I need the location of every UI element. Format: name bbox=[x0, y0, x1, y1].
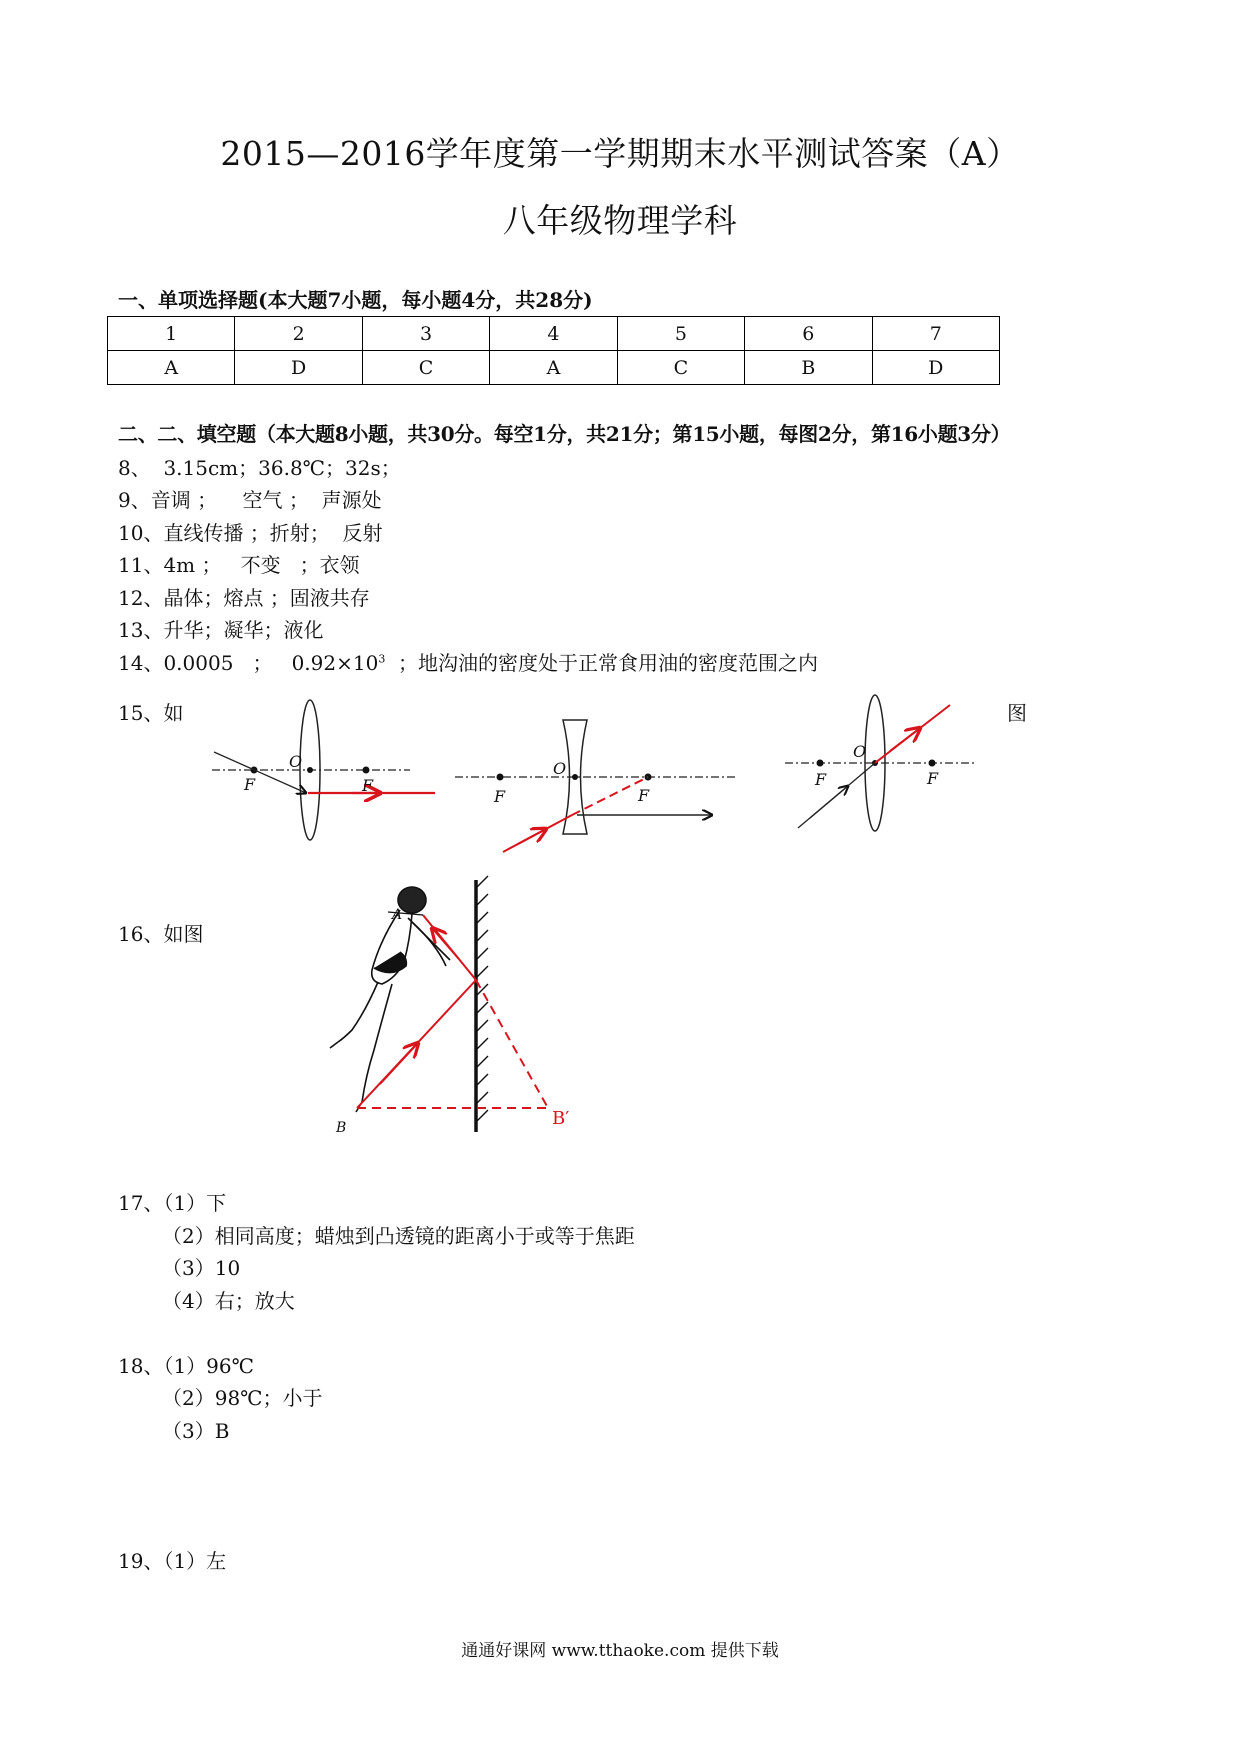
table-cell: C bbox=[617, 351, 744, 385]
answer-q14 bbox=[118, 647, 818, 676]
answer-q17-part2: （2）相同高度；蜡烛到凸透镜的距离小于或等于焦距 bbox=[162, 1224, 635, 1248]
convex-lens-diagram-2 bbox=[785, 695, 975, 831]
focus-label: F bbox=[927, 769, 939, 788]
answer-q9: 9、音调 ； 空气 ； 声源处 bbox=[118, 488, 382, 512]
q15-lens-diagrams bbox=[0, 690, 1240, 870]
focus-label: F bbox=[244, 775, 256, 794]
table-cell: 6 bbox=[745, 317, 872, 351]
image-b-label: B′ bbox=[552, 1108, 570, 1129]
q16-mirror-diagram bbox=[300, 870, 660, 1150]
answer-q15-label: 15、如 bbox=[118, 701, 184, 725]
focus-label: F bbox=[362, 776, 374, 795]
point-a-label: A bbox=[392, 907, 403, 923]
answer-q18-part1: 18、（1）96℃ bbox=[118, 1354, 254, 1378]
table-cell: 7 bbox=[872, 317, 999, 351]
page-title: 2015—2016学年度第一学期期末水平测试答案（A） bbox=[220, 134, 1020, 173]
page-footer: 通通好课网 www.tthaoke.com 提供下载 bbox=[461, 1641, 779, 1661]
table-cell: 2 bbox=[235, 317, 362, 351]
table-cell: 1 bbox=[108, 317, 235, 351]
answer-q18-part3: （3）B bbox=[162, 1419, 230, 1443]
table-cell: 3 bbox=[362, 317, 489, 351]
point-b-label: B bbox=[336, 1120, 347, 1136]
center-label: O bbox=[289, 752, 303, 771]
convex-lens-diagram-1 bbox=[212, 700, 435, 840]
table-cell: D bbox=[235, 351, 362, 385]
focus-label: F bbox=[638, 786, 650, 805]
center-label: O bbox=[553, 759, 567, 778]
mc-answer-table bbox=[107, 316, 1000, 385]
answer-q11: 11、4m ； 不变 ；衣领 bbox=[118, 553, 360, 577]
focus-label: F bbox=[815, 770, 827, 789]
answer-q8: 8、 3.15cm；36.8℃；32s； bbox=[118, 456, 401, 480]
concave-lens-diagram bbox=[455, 720, 735, 852]
table-row-numbers bbox=[108, 317, 1000, 351]
answer-q15-label-tail: 图 bbox=[1007, 701, 1027, 725]
answer-q17-part4: （4）右；放大 bbox=[162, 1289, 295, 1313]
answer-q19-part1: 19、（1）左 bbox=[118, 1549, 227, 1573]
table-cell: A bbox=[490, 351, 617, 385]
q14-prefix: 14、0.0005 ； 0.92×10 bbox=[118, 651, 379, 675]
answer-q18-part2: （2）98℃；小于 bbox=[162, 1386, 323, 1410]
table-row-answers bbox=[108, 351, 1000, 385]
person-figure bbox=[330, 887, 450, 1112]
focus-label: F bbox=[494, 787, 506, 806]
table-cell: 4 bbox=[490, 317, 617, 351]
q14-exponent: 3 bbox=[378, 652, 386, 666]
answer-q12: 12、晶体；熔点 ；固液共存 bbox=[118, 586, 370, 610]
table-cell: A bbox=[108, 351, 235, 385]
table-cell: D bbox=[872, 351, 999, 385]
answer-q10: 10、直线传播 ；折射； 反射 bbox=[118, 521, 383, 545]
section2-header: 二、二、填空题（本大题8小题，共30分。每空1分，共21分；第15小题，每图2分，第16小题3分） bbox=[118, 422, 1011, 446]
answer-q13: 13、升华；凝华；液化 bbox=[118, 618, 324, 642]
table-cell: B bbox=[745, 351, 872, 385]
answer-q16-label: 16、如图 bbox=[118, 922, 204, 946]
section1-header: 一、单项选择题(本大题7小题，每小题4分，共28分) bbox=[118, 288, 593, 312]
table-cell: 5 bbox=[617, 317, 744, 351]
center-label: O bbox=[853, 742, 867, 761]
page-subtitle: 八年级物理学科 bbox=[502, 201, 738, 240]
answer-q17-part3: （3）10 bbox=[162, 1256, 241, 1280]
q14-suffix: ；地沟油的密度处于正常食用油的密度范围之内 bbox=[385, 651, 819, 675]
answer-q17-part1: 17、（1）下 bbox=[118, 1191, 227, 1215]
table-cell: C bbox=[362, 351, 489, 385]
